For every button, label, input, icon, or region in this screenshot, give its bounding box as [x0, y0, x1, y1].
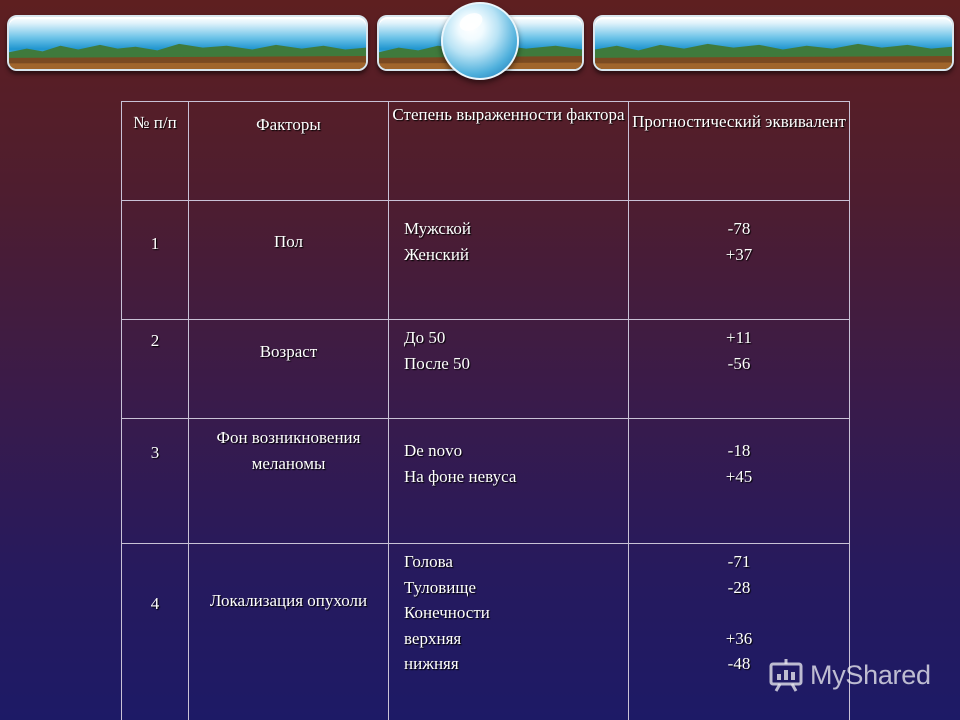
prognostic-factors-table: [121, 101, 850, 720]
row-equivalent: -71 -28 +36 -48: [629, 544, 850, 720]
header-degree: Степень выраженности фактора: [389, 102, 629, 201]
row-degree: До 50 После 50: [389, 320, 629, 419]
header-factors: Факторы: [189, 102, 389, 201]
row-num: 2: [122, 320, 189, 419]
watermark: [768, 655, 931, 695]
row-equivalent: +11 -56: [629, 320, 850, 419]
row-degree: Голова Туловище Конечности верхняя нижняя: [389, 544, 629, 720]
row-degree: Мужской Женский: [389, 201, 629, 320]
landscape-graphic: [9, 17, 366, 69]
row-factor: Пол: [189, 201, 389, 320]
watermark-text: MyShared: [810, 659, 931, 690]
landscape-graphic: [595, 17, 952, 69]
presentation-board-icon: [768, 658, 804, 692]
header-banner-left: [7, 15, 368, 71]
table-row: [122, 320, 850, 419]
header-banner-right: [593, 15, 954, 71]
row-factor: Возраст: [189, 320, 389, 419]
globe-icon: [441, 2, 519, 80]
row-num: 3: [122, 419, 189, 544]
row-factor: Локализация опухоли: [189, 544, 389, 720]
table-header-row: [122, 102, 850, 201]
row-factor: Фон возникновения меланомы: [189, 419, 389, 544]
header-equivalent: Прогностический эквивалент: [629, 102, 850, 201]
table-row: [122, 201, 850, 320]
row-num: 4: [122, 544, 189, 720]
table-row: [122, 419, 850, 544]
row-degree: De novo На фоне невуса: [389, 419, 629, 544]
header-num: № п/п: [122, 102, 189, 201]
table-row: [122, 544, 850, 720]
row-equivalent: -78 +37: [629, 201, 850, 320]
row-equivalent: -18 +45: [629, 419, 850, 544]
row-num: 1: [122, 201, 189, 320]
